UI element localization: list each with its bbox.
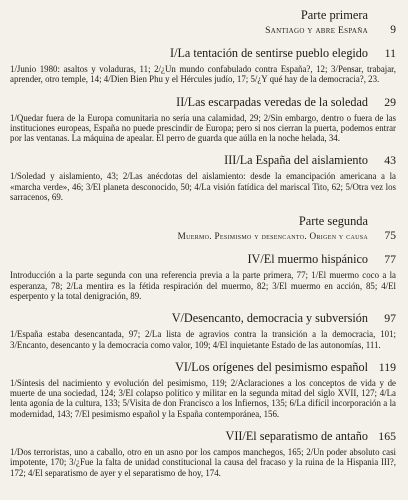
- chapter-heading: [10, 252, 396, 267]
- part-one-subtitle: Santiago y abre España: [265, 25, 368, 36]
- chapter-page: 29: [384, 94, 396, 109]
- chapter-heading: [10, 95, 396, 110]
- part-one-subtitle-row: [10, 24, 396, 36]
- chapter-title: III/La España del aislamiento: [224, 153, 368, 168]
- chapter-title: I/La tentación de sentirse pueblo elegido: [170, 46, 368, 60]
- chapter-summary: 1/Dos terroristas, uno a caballo, otro en un asno por los campos manchegos, 165; 2/Un poder absoluto casi impotente, 170; 3/¿Fue la falta de unidad constitucional la causa del fracaso y la ruina de la Hispania III?, 172; 4/El separatismo de ayer y el separatismo de hoy, 174.: [10, 447, 396, 478]
- chapter-title: VI/Los orígenes del pesimismo español: [175, 359, 368, 374]
- chapter-heading: [10, 46, 396, 61]
- chapter-page: 119: [378, 359, 396, 374]
- part-two-page: 75: [384, 230, 396, 243]
- chapter-page: 165: [378, 429, 396, 444]
- chapter-summary: 1/Quedar fuera de la Europa comunitaria no sería una calamidad, 29; 2/Sin embargo, dentro o fuera de las instituciones europeas, España no puede prescindir de Europa; pero si nos cierran la puerta, podemos entrar por las ventanas. La máquina de apealar. El perro de guarda que aúlla en la noche helada, 34.: [10, 112, 396, 144]
- chapter-summary: 1/Junio 1980: asaltos y voladuras, 11; 2/¿Un mundo confabulado contra España?, 12; 3/Pensar, trabajar, aprender, otro temple, 14; 4/Dien Bien Phu y el Hércules judío, 17; 5/¿Y qué hay de la democracia?, 23.: [10, 64, 396, 85]
- chapter-title: V/Desencanto, democracia y subversión: [171, 311, 368, 326]
- chapter-title: II/Las escarpadas veredas de la soledad: [176, 94, 368, 109]
- chapter-title: VII/El separatismo de antaño: [225, 429, 368, 444]
- part-two-subtitle: Muermo. Pesimismo y desencanto. Origen y causa: [177, 231, 368, 242]
- part-one-page: 9: [390, 24, 396, 36]
- chapter-summary: 1/Soledad y aislamiento, 43; 2/Las anécdotas del aislamiento: desde la emancipación americana a la «marcha verde», 46; 3/El planeta desconocido, 50; 4/La visión fatídica del mariscal Tito, 62; 5/Otra vez los sarracenos, 69.: [10, 171, 396, 203]
- chapter-heading: [10, 153, 396, 168]
- chapter-page: 43: [384, 153, 396, 168]
- chapter-heading: [10, 360, 396, 375]
- chapter-page: 11: [384, 46, 396, 60]
- chapter-heading: [10, 429, 396, 444]
- part-two-title: Parte segunda: [298, 214, 368, 229]
- chapter-summary: 1/España estaba desencantada, 97; 2/La lista de agravios contra la transición a la democracia, 101; 3/Encanto, desencanto y la democracia como valor, 109; 4/El inquietante Estado de las autonomías, 111.: [10, 329, 396, 350]
- part-one-title: Parte primera: [300, 8, 368, 22]
- chapter-title: IV/El muermo hispánico: [247, 252, 368, 267]
- part-two-heading: [10, 214, 396, 229]
- chapter-summary: 1/Síntesis del nacimiento y evolución del pesimismo, 119; 2/Aclaraciones a los conceptos de vida y de muerte de una sociedad, 124; 3/El colapso político y militar en la segunda mitad del siglo XVII, 127; 4/La lenta agonía de la cultura, 133; 5/Visita de don Francisco a los Infiernos, 135; 6/La difícil incorporación a la modernidad, 143; 7/El pesimismo español y la España contemporánea, 156.: [10, 377, 396, 419]
- part-one-heading: [10, 8, 396, 23]
- part-two-subtitle-row: [10, 230, 396, 242]
- chapter-page: 77: [384, 252, 396, 267]
- chapter-page: 97: [384, 311, 396, 326]
- chapter-summary: Introducción a la parte segunda con una referencia previa a la parte primera, 77; 1/El muermo coco a la esperanza, 78; 2/La mentira es la fétida respiración del muermo, 82; 3/El muermo en acción, 85; 4/El esperpento y la total denigración, 89.: [10, 270, 396, 301]
- chapter-heading: [10, 311, 396, 326]
